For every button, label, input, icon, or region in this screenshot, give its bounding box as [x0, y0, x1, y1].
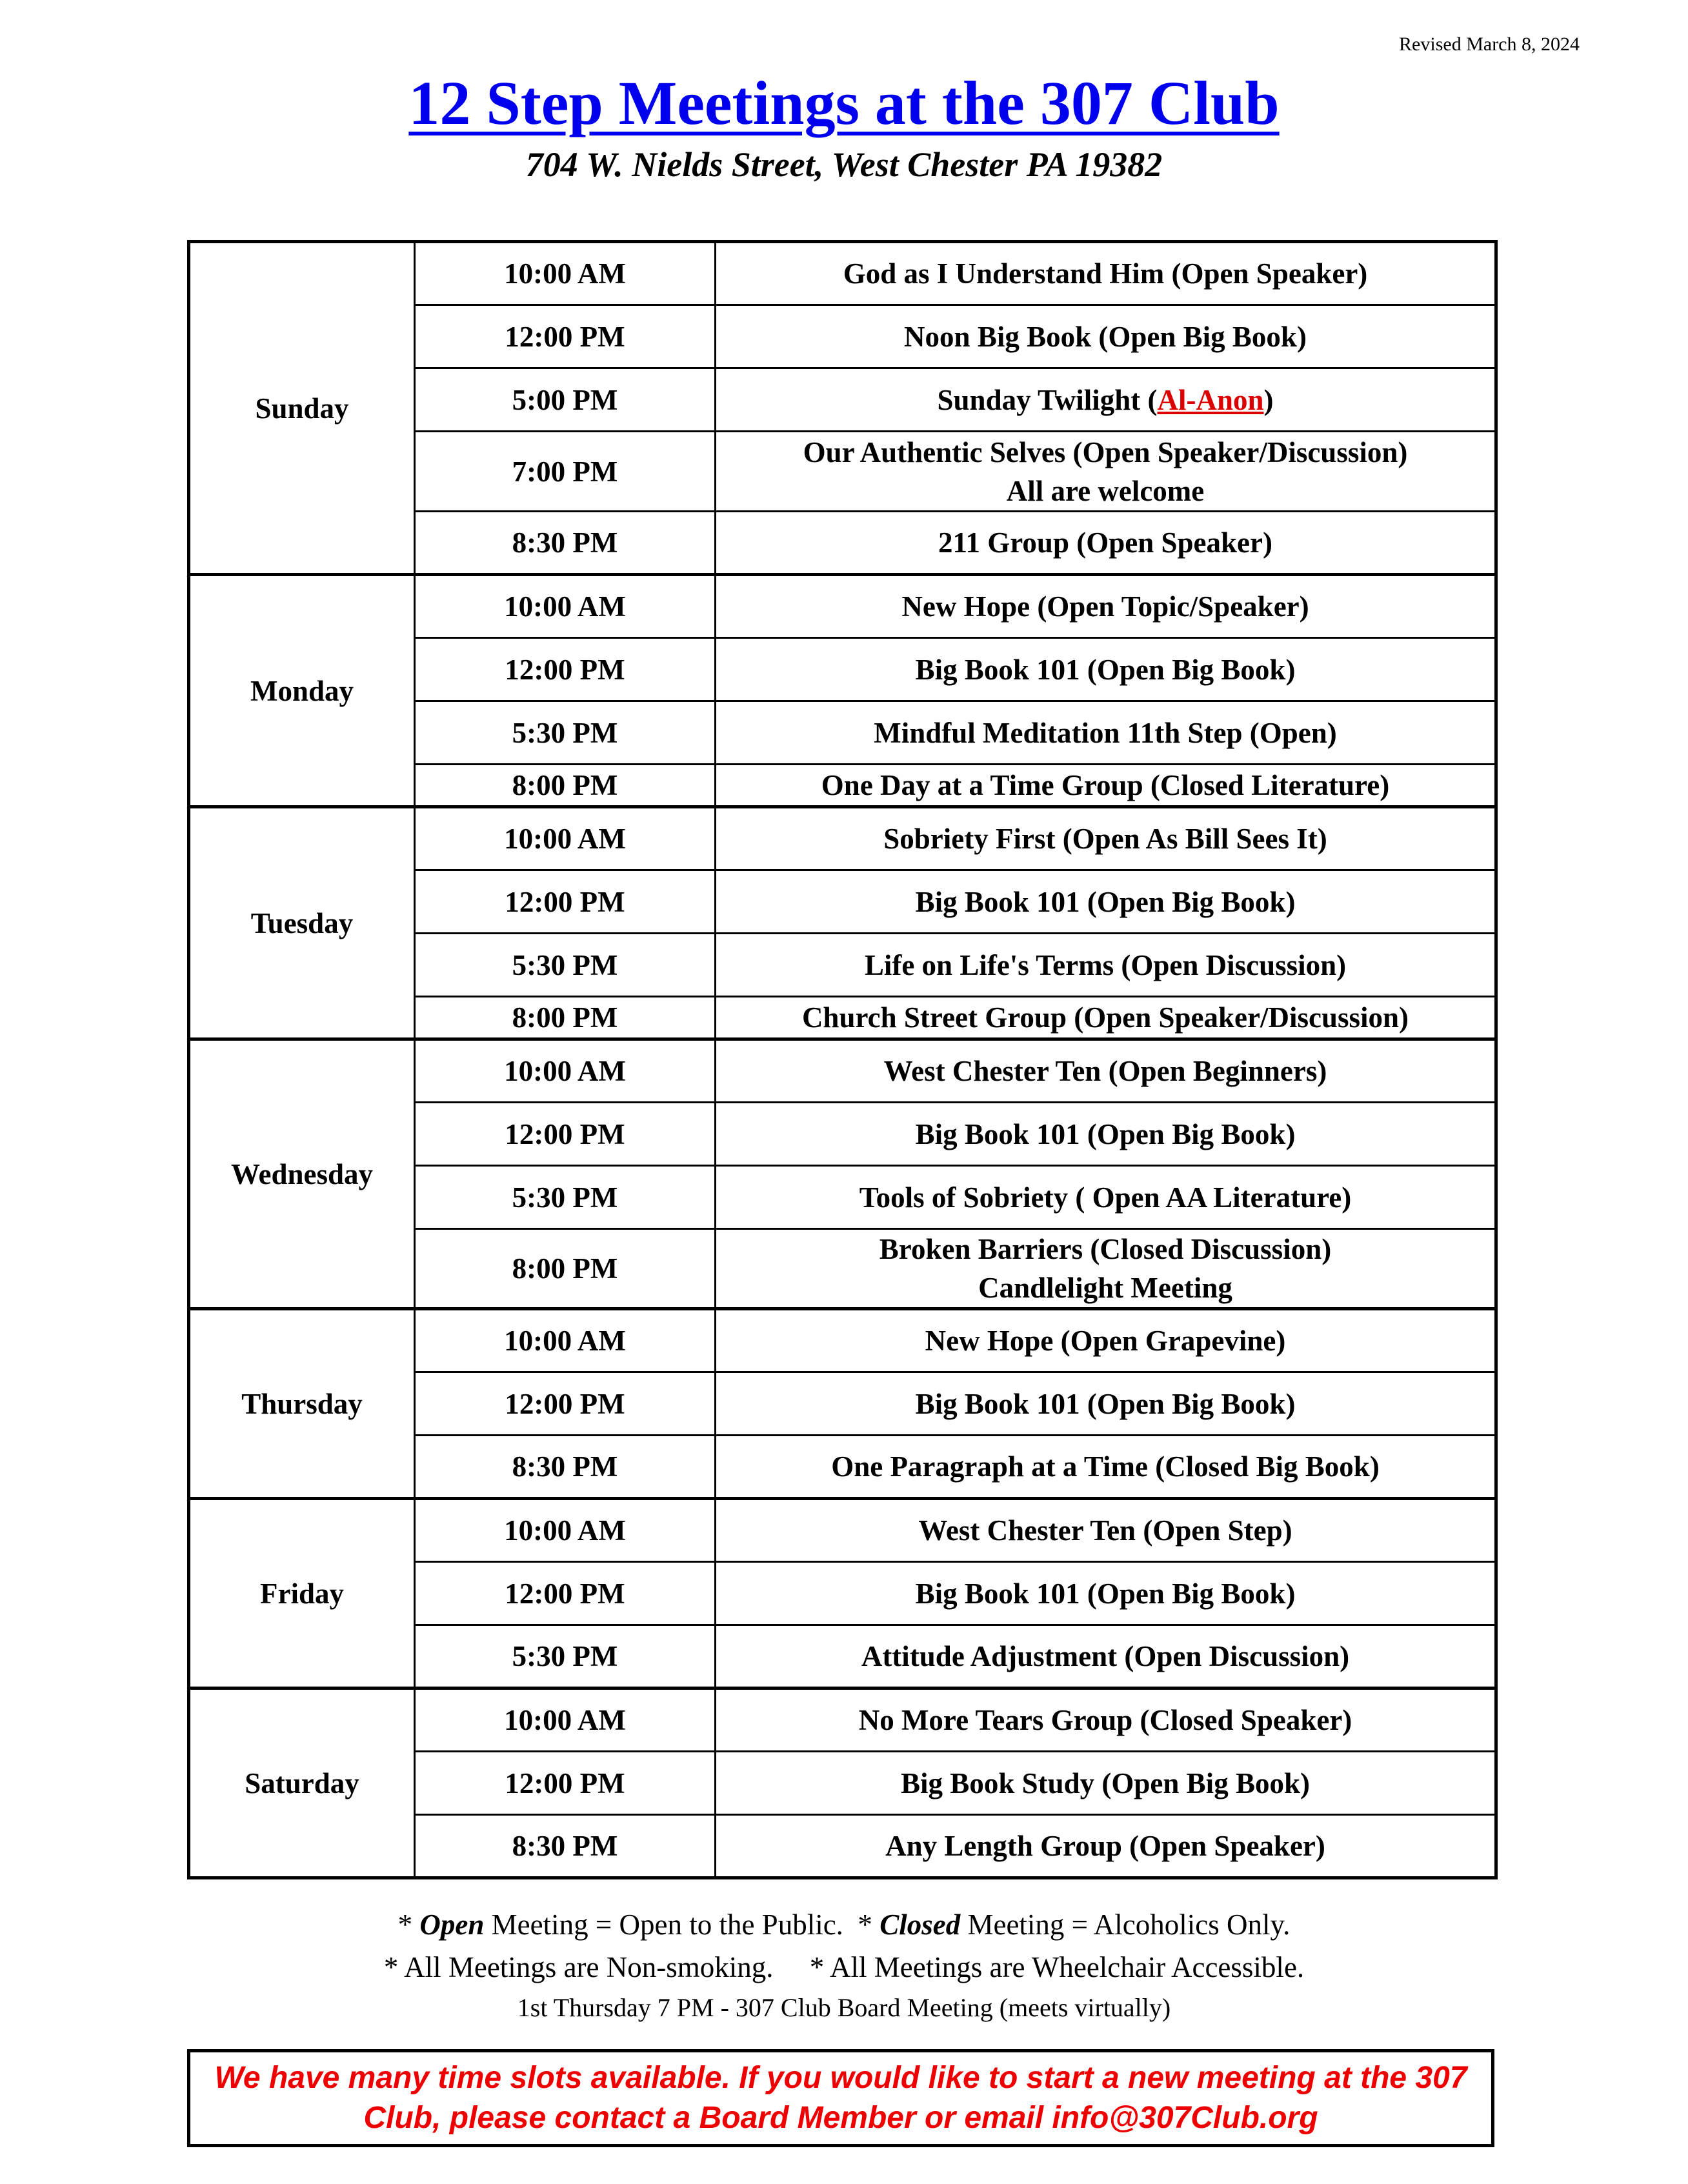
meeting-name-line1: Broken Barriers (Closed Discussion) [879, 1233, 1332, 1265]
meeting-time: 8:30 PM [415, 1436, 716, 1499]
meeting-name [716, 432, 1496, 512]
meeting-name-prefix: Sunday Twilight ( [937, 383, 1158, 416]
meeting-time: 10:00 AM [415, 575, 716, 638]
meeting-name: Mindful Meditation 11th Step (Open) [716, 701, 1496, 765]
meeting-name: Noon Big Book (Open Big Book) [716, 305, 1496, 368]
day-label-sunday: Sunday [189, 242, 415, 575]
meeting-name: Big Book 101 (Open Big Book) [716, 870, 1496, 934]
meeting-time: 5:00 PM [415, 368, 716, 432]
table-row [189, 1039, 1496, 1103]
meeting-name: Big Book 101 (Open Big Book) [716, 1103, 1496, 1166]
meeting-time: 5:30 PM [415, 701, 716, 765]
meeting-time: 10:00 AM [415, 1688, 716, 1752]
meeting-time: 8:00 PM [415, 765, 716, 807]
meeting-time: 8:00 PM [415, 997, 716, 1039]
meeting-time: 5:30 PM [415, 1166, 716, 1229]
meeting-time: 12:00 PM [415, 1752, 716, 1815]
note-open-closed [0, 1903, 1688, 1946]
meeting-time: 12:00 PM [415, 305, 716, 368]
page-title: 12 Step Meetings at the 307 Club [408, 68, 1280, 137]
revised-date: Revised March 8, 2024 [1399, 34, 1580, 55]
meeting-name: New Hope (Open Grapevine) [716, 1309, 1496, 1372]
meeting-time: 5:30 PM [415, 934, 716, 997]
new-meeting-callout [187, 2049, 1494, 2147]
callout-text: We have many time slots available. If you would like to start a new meeting at the 307 Club, please contact a Board Member or email info@307Club.org [214, 2061, 1467, 2135]
meeting-time: 10:00 AM [415, 242, 716, 305]
meeting-name: Any Length Group (Open Speaker) [716, 1815, 1496, 1878]
footnotes [0, 1903, 1688, 2027]
meeting-name-suffix: ) [1263, 383, 1274, 416]
table-row [189, 575, 1496, 638]
meeting-time: 10:00 AM [415, 1039, 716, 1103]
meeting-name: West Chester Ten (Open Step) [716, 1499, 1496, 1562]
meeting-name: God as I Understand Him (Open Speaker) [716, 242, 1496, 305]
note-closed-term: Closed [879, 1908, 961, 1941]
meeting-time: 10:00 AM [415, 807, 716, 870]
note-open-term: Open [419, 1908, 485, 1941]
day-label-thursday: Thursday [189, 1309, 415, 1499]
meeting-name: Life on Life's Terms (Open Discussion) [716, 934, 1496, 997]
meeting-time: 12:00 PM [415, 1562, 716, 1625]
meeting-time: 8:00 PM [415, 1229, 716, 1309]
day-label-saturday: Saturday [189, 1688, 415, 1878]
table-row [189, 1309, 1496, 1372]
day-label-monday: Monday [189, 575, 415, 807]
meeting-name-line1: Our Authentic Selves (Open Speaker/Discussion) [803, 436, 1408, 468]
meeting-name: Big Book 101 (Open Big Book) [716, 1372, 1496, 1436]
meeting-name: Big Book 101 (Open Big Book) [716, 1562, 1496, 1625]
note-board-meeting: 1st Thursday 7 PM - 307 Club Board Meeting (meets virtually) [517, 1993, 1171, 2022]
meeting-time: 12:00 PM [415, 638, 716, 701]
meeting-name: New Hope (Open Topic/Speaker) [716, 575, 1496, 638]
day-label-tuesday: Tuesday [189, 807, 415, 1039]
meeting-name: West Chester Ten (Open Beginners) [716, 1039, 1496, 1103]
club-address: 704 W. Nields Street, West Chester PA 19382 [525, 145, 1163, 184]
day-label-friday: Friday [189, 1499, 415, 1688]
note-text: Meeting = Alcoholics Only. [960, 1908, 1291, 1941]
day-label-wednesday: Wednesday [189, 1039, 415, 1309]
meeting-name [716, 1229, 1496, 1309]
table-row [189, 1499, 1496, 1562]
meeting-name: Church Street Group (Open Speaker/Discussion) [716, 997, 1496, 1039]
note-text: * [397, 1908, 420, 1941]
meeting-time: 10:00 AM [415, 1309, 716, 1372]
meeting-time: 8:30 PM [415, 1815, 716, 1878]
meeting-name: 211 Group (Open Speaker) [716, 512, 1496, 575]
note-text: Meeting = Open to the Public. * [484, 1908, 880, 1941]
meeting-name: Big Book Study (Open Big Book) [716, 1752, 1496, 1815]
meeting-time: 10:00 AM [415, 1499, 716, 1562]
meeting-time: 12:00 PM [415, 1372, 716, 1436]
meeting-time: 12:00 PM [415, 870, 716, 934]
table-row [189, 807, 1496, 870]
meeting-time: 12:00 PM [415, 1103, 716, 1166]
meeting-time: 5:30 PM [415, 1625, 716, 1688]
meeting-time: 8:30 PM [415, 512, 716, 575]
meeting-time: 7:00 PM [415, 432, 716, 512]
meeting-schedule-table [187, 240, 1498, 1879]
meeting-name: Attitude Adjustment (Open Discussion) [716, 1625, 1496, 1688]
table-row [189, 1688, 1496, 1752]
table-row [189, 242, 1496, 305]
meeting-name: Sobriety First (Open As Bill Sees It) [716, 807, 1496, 870]
meeting-name: One Day at a Time Group (Closed Literature) [716, 765, 1496, 807]
note-smoking-accessible: * All Meetings are Non-smoking. * All Meetings are Wheelchair Accessible. [383, 1951, 1305, 1983]
meeting-name: No More Tears Group (Closed Speaker) [716, 1688, 1496, 1752]
al-anon-link[interactable]: Al-Anon [1157, 383, 1264, 416]
meeting-name: Big Book 101 (Open Big Book) [716, 638, 1496, 701]
meeting-name [716, 368, 1496, 432]
meeting-name: Tools of Sobriety ( Open AA Literature) [716, 1166, 1496, 1229]
meeting-name-line2: Candlelight Meeting [978, 1272, 1232, 1304]
meeting-name-line2: All are welcome [1006, 474, 1205, 507]
meeting-name: One Paragraph at a Time (Closed Big Book) [716, 1436, 1496, 1499]
